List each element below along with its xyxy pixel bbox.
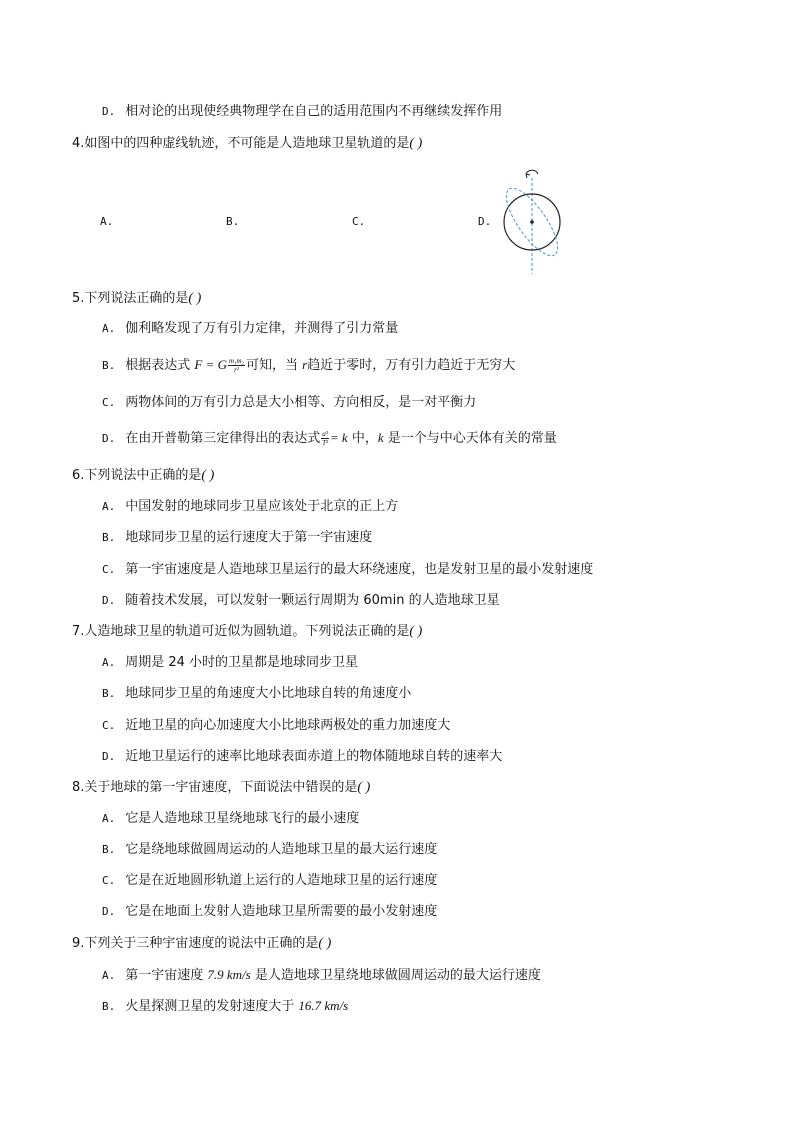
option-text-mid: 可知，当: [246, 358, 299, 373]
fraction-numerator: m₁m₂: [229, 357, 244, 365]
option-text-pre: 第一宇宙速度: [125, 968, 204, 983]
q6-stem: [72, 467, 214, 485]
earth-center: [530, 220, 534, 224]
option-text-post: 趋近于零时，万有引力趋近于无穷大: [307, 358, 516, 373]
option-letter: D.: [102, 105, 116, 118]
option-letter: A.: [102, 500, 116, 513]
q9-option-a: [102, 966, 541, 985]
option-text: 两物体间的万有引力总是大小相等、方向相反，是一对平衡力: [125, 395, 477, 410]
option-text-pre: 根据表达式: [125, 358, 191, 373]
q6-option-a: [102, 498, 398, 516]
option-letter: D.: [102, 432, 116, 445]
q7-stem: [72, 623, 422, 641]
rotation-arrow-icon: [526, 170, 538, 174]
q3-option-d: [102, 103, 502, 121]
option-text-post: 是人造地球卫星绕地球做圆周运动的最大运行速度: [254, 968, 541, 983]
option-letter: C.: [102, 563, 116, 576]
speed-value: 7.9 km/s: [207, 967, 251, 982]
figure-label-d: D.: [478, 215, 492, 228]
question-text: 5.下列说法正确的是: [72, 291, 189, 306]
option-letter: D.: [102, 594, 116, 607]
option-text: 它是人造地球卫星绕地球飞行的最小速度: [125, 811, 360, 826]
option-letter: A.: [102, 656, 116, 669]
q5-option-a: [102, 320, 398, 338]
option-letter: A.: [102, 812, 116, 825]
option-text: 它是绕地球做圆周运动的人造地球卫星的最大运行速度: [125, 842, 438, 857]
q5-option-b: [102, 356, 515, 375]
option-letter: D.: [102, 750, 116, 763]
q6-option-d: [102, 592, 500, 610]
option-text: 近地卫星运行的速率比地球表面赤道上的物体随地球自转的速率大: [125, 749, 503, 764]
option-text-mid: 中，: [351, 431, 378, 446]
q5-option-d: [102, 429, 557, 448]
figure-label-a: A.: [100, 215, 114, 228]
q6-option-b: [102, 529, 372, 547]
option-text: 中国发射的地球同步卫星应该处于北京的正上方: [125, 499, 399, 514]
formula-fraction: [228, 357, 245, 374]
q7-option-d: [102, 748, 502, 766]
q5-stem: [72, 290, 201, 308]
fraction-numerator: a³: [322, 430, 328, 438]
q5-option-c: [102, 394, 476, 412]
question-text: 8.关于地球的第一宇宙速度，下面说法中错误的是: [72, 780, 358, 795]
question-text: 9.下列关于三种宇宙速度的说法中正确的是: [72, 936, 319, 951]
q8-option-a: [102, 810, 359, 828]
option-letter: B.: [102, 843, 116, 856]
formula-fraction: [321, 430, 329, 447]
formula-lhs: F = G: [194, 357, 228, 372]
q8-option-d: [102, 903, 437, 921]
option-letter: D.: [102, 905, 116, 918]
option-letter: C.: [102, 874, 116, 887]
option-letter: C.: [102, 719, 116, 732]
option-letter: B.: [102, 531, 116, 544]
option-text: 它是在近地圆形轨道上运行的人造地球卫星的运行速度: [125, 873, 438, 888]
question-text: 6.下列说法中正确的是: [72, 468, 202, 483]
variable-r: r: [302, 357, 308, 372]
option-text-pre: 在由开普勒第三定律得出的表达式: [125, 431, 321, 446]
option-letter: B.: [102, 359, 116, 372]
figure-label-b: B.: [226, 215, 240, 228]
option-letter: B.: [102, 1000, 116, 1013]
q9-stem: [72, 935, 331, 953]
q8-option-c: [102, 872, 437, 890]
variable-k: k: [377, 430, 384, 445]
q4-stem: [72, 135, 422, 153]
q7-option-a: [102, 654, 358, 672]
option-letter: A.: [102, 969, 116, 982]
q8-option-b: [102, 841, 437, 859]
fraction-denominator: r²: [234, 366, 239, 374]
option-letter: C.: [102, 396, 116, 409]
option-letter: B.: [102, 687, 116, 700]
option-text: 相对论的出现使经典物理学在自己的适用范围内不再继续发挥作用: [125, 104, 503, 119]
option-text: 地球同步卫星的运行速度大于第一宇宙速度: [125, 530, 373, 545]
answer-paren: ( ): [409, 624, 423, 639]
answer-paren: ( ): [357, 780, 371, 795]
option-text-pre: 火星探测卫星的发射速度大于: [125, 999, 295, 1014]
q8-stem: [72, 779, 370, 797]
question-text: 4.如图中的四种虚线轨迹，不可能是人造地球卫星轨道的是: [72, 136, 410, 151]
option-text: 周期是 24 小时的卫星都是地球同步卫星: [125, 655, 359, 670]
answer-paren: ( ): [201, 468, 215, 483]
answer-paren: ( ): [318, 936, 332, 951]
option-text: 随着技术发展，可以发射一颗运行周期为 60min 的人造地球卫星: [125, 593, 500, 608]
speed-value: 16.7 km/s: [298, 998, 349, 1013]
question-text: 7.人造地球卫星的轨道可近似为圆轨道。下列说法正确的是: [72, 624, 410, 639]
option-text: 第一宇宙速度是人造地球卫星运行的最大环绕速度，也是发射卫星的最小发射速度: [125, 562, 594, 577]
q9-option-b: [102, 997, 348, 1016]
option-letter: A.: [102, 322, 116, 335]
answer-paren: ( ): [409, 136, 423, 151]
option-text: 伽利略发现了万有引力定律，并测得了引力常量: [125, 321, 399, 336]
q7-option-b: [102, 685, 411, 703]
figure-label-c: C.: [352, 215, 366, 228]
q6-option-c: [102, 561, 593, 579]
option-text: 地球同步卫星的角速度大小比地球自转的角速度小: [125, 686, 412, 701]
option-text: 它是在地面上发射人造地球卫星所需要的最小发射速度: [125, 904, 438, 919]
earth-orbit-figure-d: [492, 166, 572, 278]
q7-option-c: [102, 717, 450, 735]
fraction-denominator: T²: [322, 439, 329, 447]
answer-paren: ( ): [188, 291, 202, 306]
option-text-post: 是一个与中心天体有关的常量: [387, 431, 557, 446]
option-text: 近地卫星的向心加速度大小比地球两极处的重力加速度大: [125, 718, 451, 733]
formula-rhs: = k: [329, 430, 348, 445]
